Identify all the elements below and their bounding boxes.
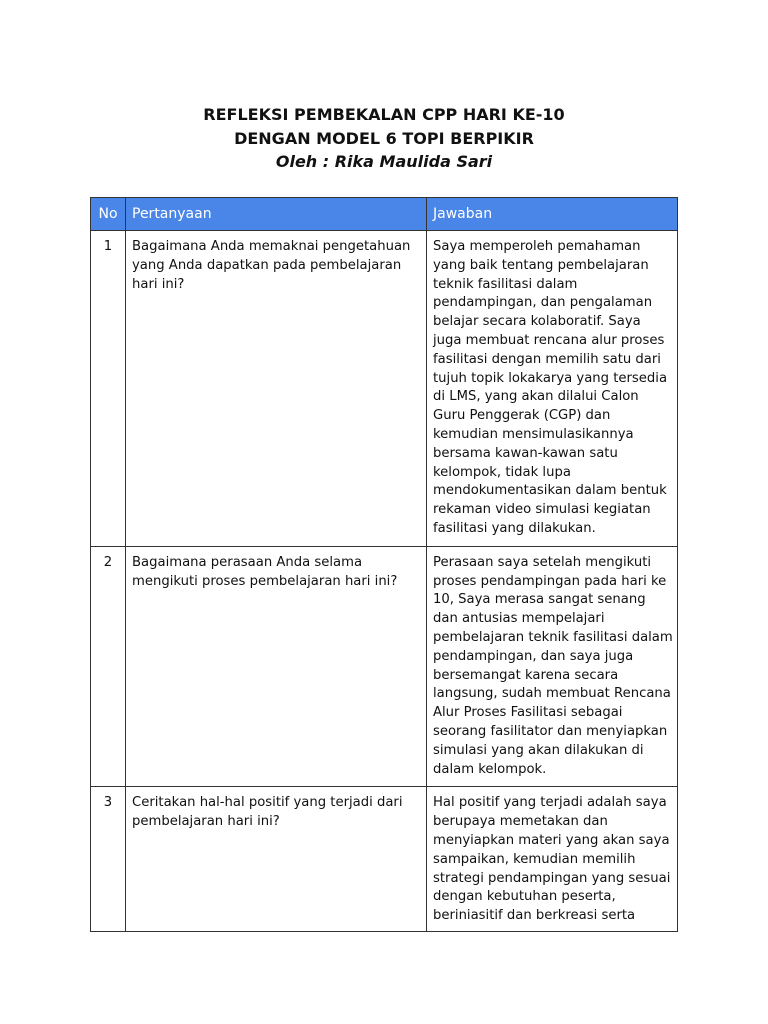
row-number: 2 — [91, 546, 126, 787]
question-cell: Bagaimana perasaan Anda selama mengikuti proses pembelajaran hari ini? — [126, 546, 427, 787]
table-row — [91, 231, 678, 547]
column-header-no: No — [91, 198, 126, 231]
answer-cell: Saya memperoleh pemahaman yang baik tentang pembelajaran teknik fasilitasi dalam pendampingan, dan pengalaman belajar secara kolaboratif. Saya juga membuat rencana alur proses fasilitasi dengan memilih satu dari tujuh topik lokakarya yang tersedia di LMS, yang akan dilalui Calon Guru Penggerak (CGP) dan kemudian mensimulasikannya bersama kawan-kawan satu kelompok, tidak lupa mendokumentasikan dalam bentuk rekaman video simulasi kegiatan fasilitasi yang dilakukan. — [427, 231, 678, 547]
answer-cell — [427, 787, 678, 932]
table-row — [91, 787, 678, 932]
table-row — [91, 546, 678, 787]
answer-cell: Perasaan saya setelah mengikuti proses pendampingan pada hari ke 10, Saya merasa sangat senang dan antusias mempelajari pembelajaran teknik fasilitasi dalam pendampingan, dan saya juga bersemangat karena secara langsung, sudah membuat Rencana Alur Proses Fasilitasi sebagai seorang fasilitator dan menyiapkan simulasi yang akan dilakukan di dalam kelompok. — [427, 546, 678, 787]
answer-text: Hal positif yang terjadi adalah saya berupaya memetakan dan menyiapkan materi yang akan saya sampaikan, kemudian memilih strategi pendampingan yang sesuai dengan kebutuhan peserta, beriniasitif dan berkreasi serta — [433, 795, 671, 924]
document-title-line-1: REFLEKSI PEMBEKALAN CPP HARI KE-10 — [203, 105, 565, 124]
column-header-answer: Jawaban — [427, 198, 678, 231]
question-cell: Bagaimana Anda memaknai pengetahuan yang Anda dapatkan pada pembelajaran hari ini? — [126, 231, 427, 547]
row-number: 3 — [91, 787, 126, 932]
reflection-table — [90, 197, 678, 932]
question-cell: Ceritakan hal-hal positif yang terjadi dari pembelajaran hari ini? — [126, 787, 427, 932]
document-title-line-2: DENGAN MODEL 6 TOPI BERPIKIR — [234, 129, 534, 148]
row-number: 1 — [91, 231, 126, 547]
table-header-row — [91, 198, 678, 231]
document-author: Oleh : Rika Maulida Sari — [275, 152, 493, 171]
column-header-question: Pertanyaan — [126, 198, 427, 231]
